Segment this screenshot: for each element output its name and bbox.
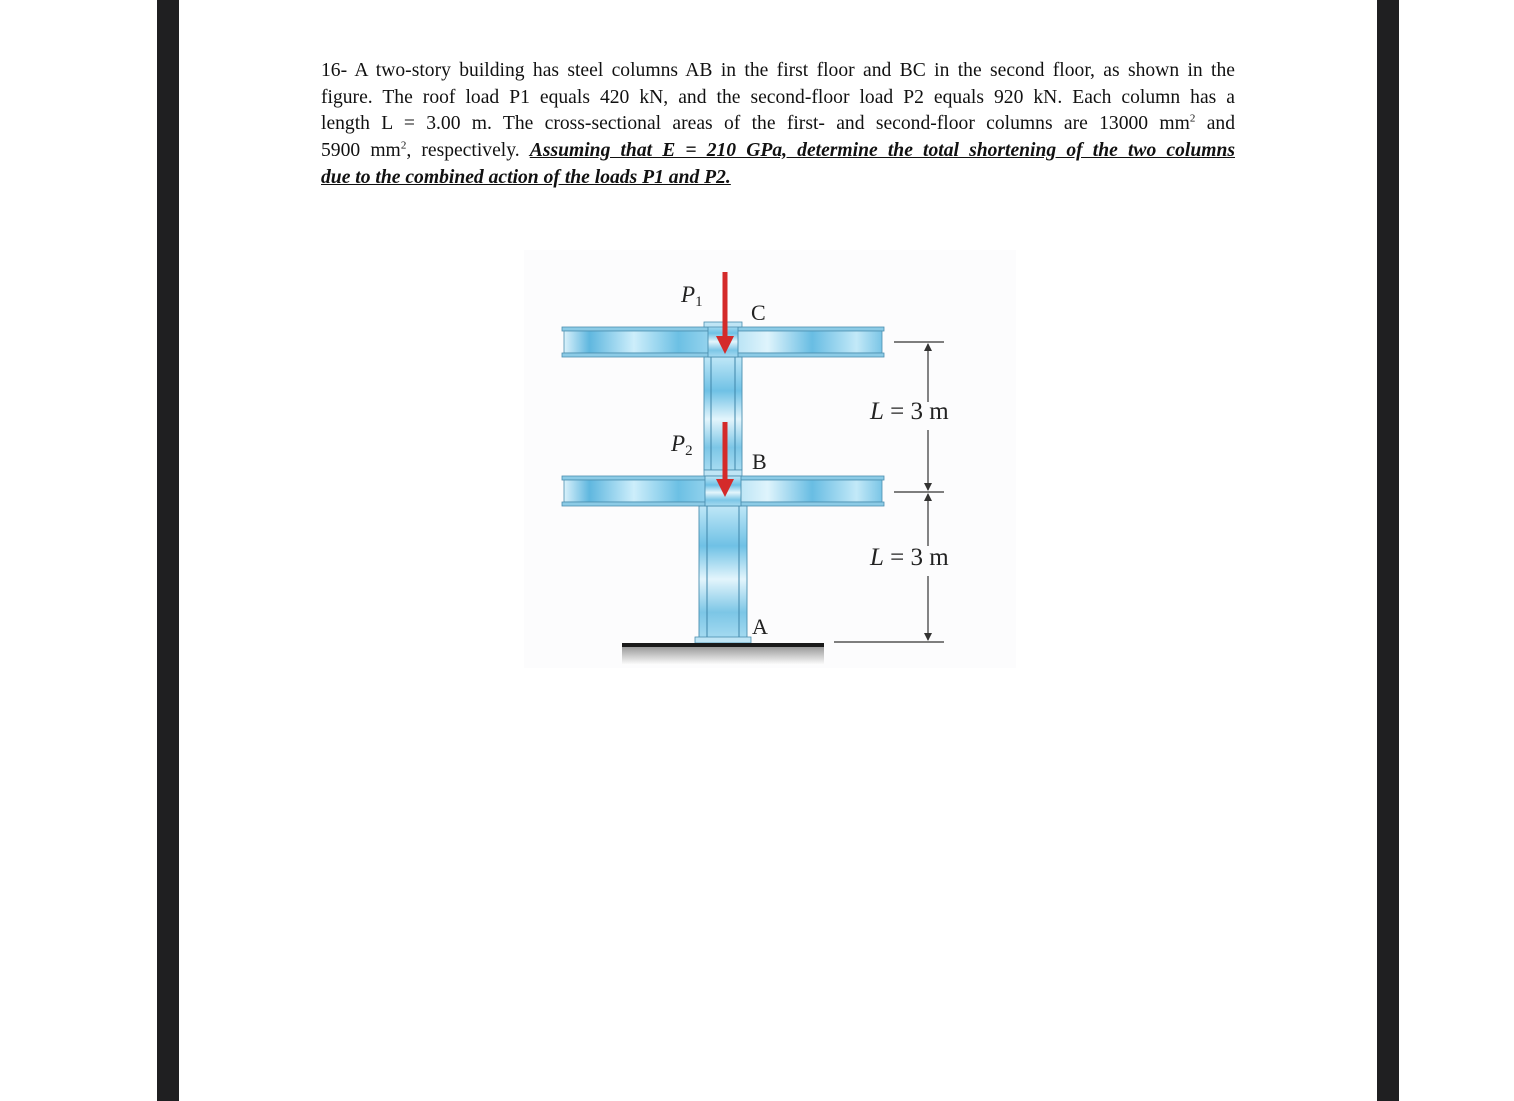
label-p2	[671, 431, 693, 460]
problem-line-4-text: 5900 mm	[321, 140, 401, 162]
dimension-upper-value: = 3 m	[883, 398, 949, 425]
figure-drawing	[524, 250, 1016, 668]
problem-line-3-text: length L = 3.00 m. The cross-sectional areas of the first- and second-floor columns are 13000 mm	[321, 113, 1190, 135]
problem-line-5: due to the combined action of the loads P1 and P2.	[321, 166, 731, 188]
dimension-lower-value: = 3 m	[883, 544, 949, 571]
dimension-lower-var: L	[870, 544, 884, 571]
dimension-upper-label	[870, 398, 949, 426]
problem-statement	[321, 58, 1235, 192]
label-point-a: A	[752, 614, 768, 639]
superscript: 2	[1189, 112, 1196, 125]
label-point-c: C	[751, 300, 766, 325]
dimension-lower-label	[870, 544, 949, 572]
problem-line-4-mid: , respectively.	[406, 140, 530, 162]
viewer-right-border	[1377, 0, 1399, 1101]
problem-line-3-end: and	[1195, 113, 1235, 135]
task-emphasis: Assuming that E = 210 GPa, determine the total shortening of the two columns	[529, 140, 1235, 162]
problem-line-1: 16- A two-story building has steel columns AB in the first floor and BC in the second floor, as shown in the	[321, 60, 1235, 81]
label-p2-subscript: 2	[685, 443, 693, 459]
problem-line-3	[321, 111, 1235, 138]
problem-line-2: figure. The roof load P1 equals 420 kN, and the second-floor load P2 equals 920 kN. Each column has a	[321, 86, 1235, 108]
label-point-b: B	[752, 449, 767, 474]
label-p1	[681, 282, 703, 311]
label-p1-subscript: 1	[695, 294, 703, 310]
label-p1-letter: P	[681, 282, 696, 307]
viewer-left-border	[157, 0, 179, 1101]
problem-line-4	[321, 138, 1235, 165]
label-p2-letter: P	[671, 431, 686, 456]
dimension-upper-var: L	[870, 398, 884, 425]
ground	[622, 643, 824, 665]
superscript: 2	[400, 139, 407, 152]
building-figure	[524, 250, 1016, 668]
